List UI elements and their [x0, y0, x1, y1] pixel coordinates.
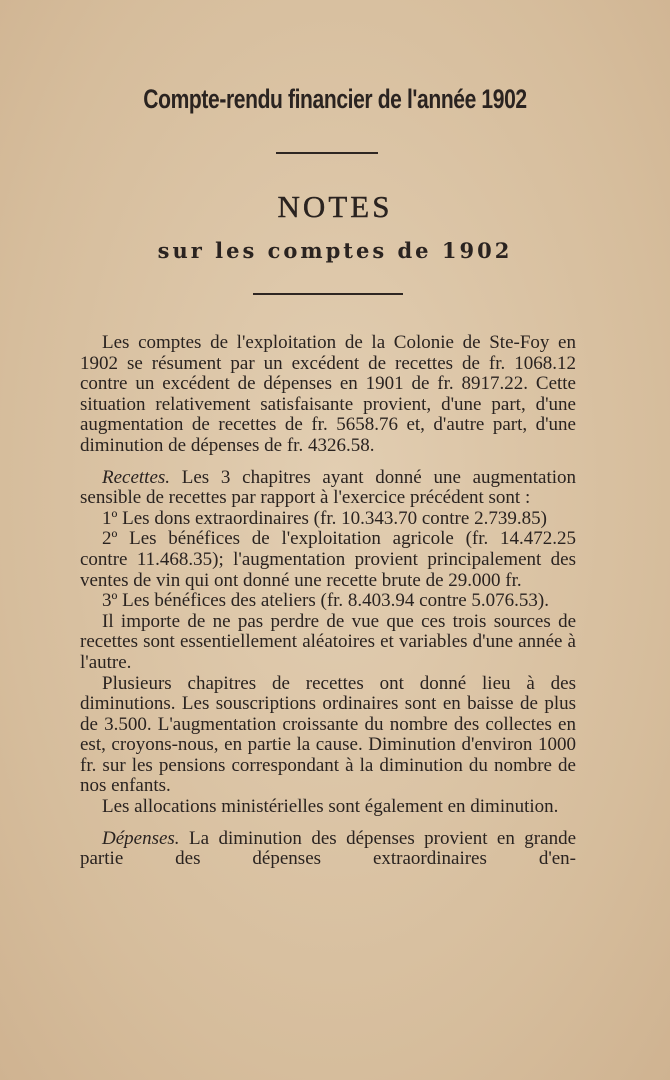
recettes-item-2: 2º Les bénéfices de l'exploitation agricole (fr. 14.472.25 contre 11.468.35); l'augmentation provient principalement des ventes de vin qui ont donné une recette brute de 29.000 fr.	[80, 528, 576, 591]
notes-subtitle: sur les comptes de 1902	[157, 238, 513, 263]
depenses-text: La diminution des dépenses provient en grande partie des dépenses extraordinaires d'en-	[80, 827, 576, 870]
subtitle-divider	[253, 293, 403, 295]
recettes-item-1: 1º Les dons extraordinaires (fr. 10.343.70 contre 2.739.85)	[102, 507, 547, 529]
paragraph-summary: Les comptes de l'exploitation de la Colonie de Ste-Foy en 1902 se résument par un excédent de recettes de fr. 1068.12 contre un excédent de dépenses en 1901 de fr. 8917.22. Cette situation relativement satisfaisante provient, d'une part, d'une augmentation de recettes de fr. 5658.76 et, d'autre part, d'une diminution de dépenses de fr. 4326.58.	[80, 332, 576, 456]
recettes-intro: Les 3 chapitres ayant donné une augmentation sensible de recettes par rapport à l'exercice précédent sont :	[80, 466, 577, 509]
body-text	[80, 333, 576, 870]
paragraph-depenses	[80, 829, 576, 870]
header-title: Compte-rendu financier de l'année 1902	[143, 84, 527, 114]
recettes-item-3: 3º Les bénéfices des ateliers (fr. 8.403.94 contre 5.076.53).	[102, 590, 549, 612]
paragraph-allocations: Les allocations ministérielles sont également en diminution.	[102, 796, 559, 818]
depenses-label: Dépenses.	[102, 827, 180, 849]
paragraph-recettes	[80, 468, 576, 509]
title-divider	[276, 152, 378, 154]
paragraph-importe: Il importe de ne pas perdre de vue que ces trois sources de recettes sont essentiellement aléatoires et variables d'une année à l'autre.	[80, 610, 576, 673]
recettes-label: Recettes.	[102, 466, 171, 488]
notes-title: NOTES	[277, 189, 393, 224]
paragraph-diminutions: Plusieurs chapitres de recettes ont donné lieu à des diminutions. Les souscriptions ordinaires sont en baisse de plus de 3.500. L'augmentation croissante du nombre des collectes en est, croyons-nous, en partie la cause. Diminution d'environ 1000 fr. sur les pensions correspondant à la diminution du nombre de nos enfants.	[80, 672, 576, 797]
